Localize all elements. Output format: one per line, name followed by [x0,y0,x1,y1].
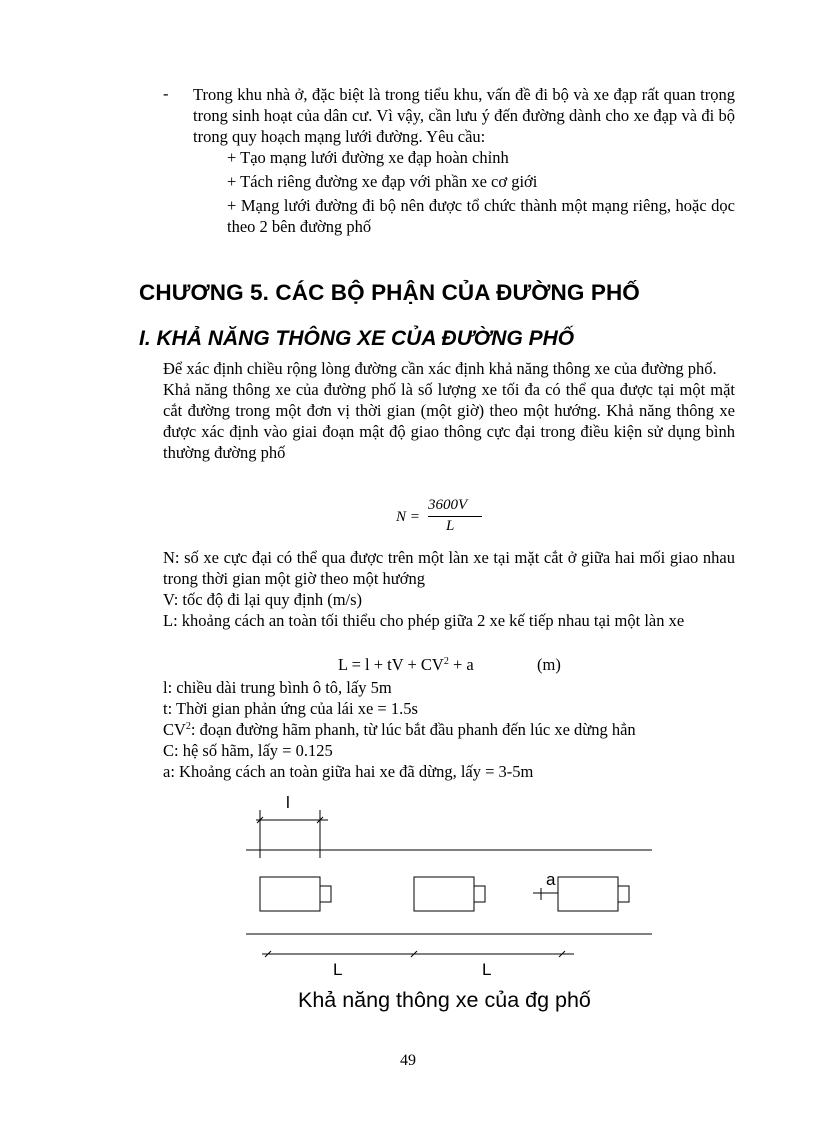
list-item: + Tạo mạng lưới đường xe đạp hoàn chỉnh [227,148,509,167]
formula-capacity [396,497,496,539]
paragraph: Để xác định chiều rộng lòng đường cần xác định khả năng thông xe của đường phố. [163,359,717,378]
section-title: I. KHẢ NĂNG THÔNG XE CỦA ĐƯỜNG PHỐ [139,327,575,350]
vehicle-front [618,886,629,902]
figure-caption: Khả năng thông xe của đg phố [298,988,591,1012]
label-l: l [286,793,290,812]
definition: V: tốc độ đi lại quy định (m/s) [163,590,363,609]
definition: N: số xe cực đại có thể qua được trên một làn xe tại mặt cắt ở giữa hai mối giao nhau trong thời gian một giờ theo một hướng [163,548,735,588]
formula-distance [338,655,474,675]
vehicle-body [414,877,474,911]
paragraph: Khả năng thông xe của đường phố là số lượng xe tối đa có thể qua được tại một mặt cắt đường trong một đơn vị thời gian (một giờ) theo một hướng. Khả năng thông xe được xác định vào giai đoạn mật độ giao thông cực đại trong điều kiện sử dụng bình thường đường phố [163,380,735,462]
bullet-dash: - [163,84,169,103]
formula-lhs: N = [396,509,420,525]
cv-exponent: 2 [185,721,191,732]
definition: a: Khoảng cách an toàn giữa hai xe đã dừng, lấy = 3-5m [163,762,534,781]
vehicle-front [320,886,331,902]
formula-denominator: L [446,518,455,534]
label-L: L [482,960,492,979]
formula-l-right: + a [448,655,474,674]
formula-l-left: L = l + tV + CV [338,655,444,674]
definitions-block-1 [163,547,735,631]
list-item: + Tách riêng đường xe đạp với phần xe cơ giới [227,172,538,191]
definitions-block-2 [163,677,735,782]
body-text-1 [163,358,735,463]
definition: L: khoảng cách an toàn tối thiểu cho phép giữa 2 xe kế tiếp nhau tại một làn xe [163,611,685,630]
capacity-diagram [240,788,660,988]
vehicle-front [474,886,485,902]
page-number: 49 [400,1052,416,1069]
intro-paragraph: Trong khu nhà ở, đặc biệt là trong tiểu khu, vấn đề đi bộ và xe đạp rất quan trọng trong sinh hoạt của dân cư. Vì vậy, cần lưu ý đến đường dành cho xe đạp và đi bộ trong quy hoạch mạng lưới đường. Yêu cầu: [193,85,735,146]
label-a: a [546,870,556,889]
formula-numerator: 3600V [428,497,468,513]
formula-unit: (m) [537,655,561,674]
fraction-bar [428,516,482,517]
list-item: + Mạng lưới đường đi bộ nên được tổ chức thành một mạng riêng, hoặc dọc theo 2 bên đường phố [227,196,735,236]
definition: C: hệ số hãm, lấy = 0.125 [163,741,333,760]
label-L: L [333,960,343,979]
cv-text: : đoạn đường hãm phanh, từ lúc bắt đầu phanh đến lúc xe dừng hẳn [190,720,636,739]
vehicle-body [558,877,618,911]
definition: t: Thời gian phản ứng của lái xe = 1.5s [163,699,418,718]
formula-l-exponent: 2 [443,656,449,667]
cv-base: CV [163,720,186,739]
chapter-title: CHƯƠNG 5. CÁC BỘ PHẬN CỦA ĐƯỜNG PHỐ [139,280,640,305]
definition [163,719,735,740]
definition: l: chiều dài trung bình ô tô, lấy 5m [163,678,392,697]
vehicle-body [260,877,320,911]
